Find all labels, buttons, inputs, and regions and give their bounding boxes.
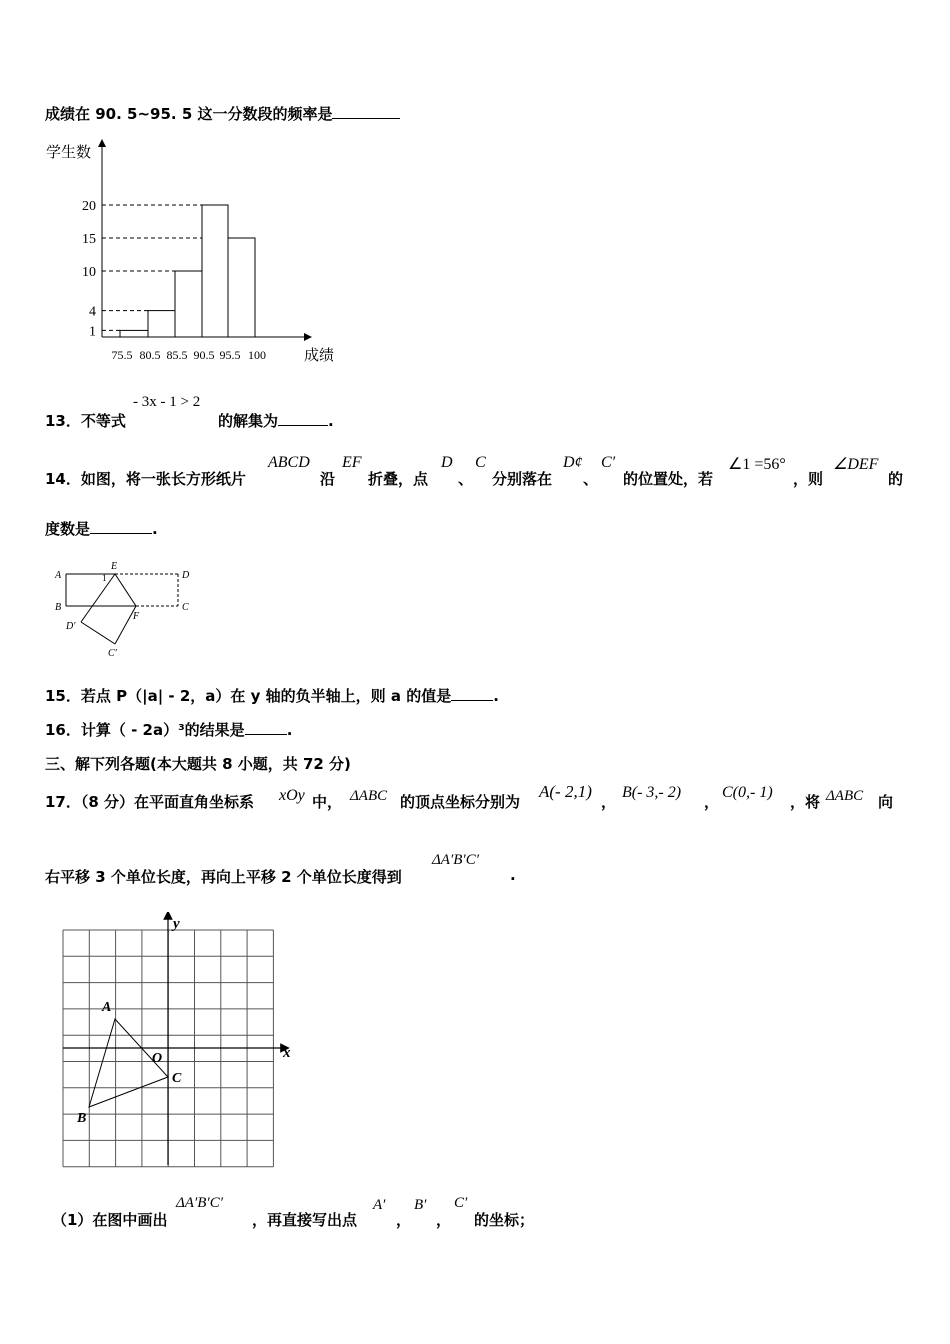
coordinate-grid[interactable] (55, 912, 300, 1172)
q17-line2: 右平移 3 个单位长度，再向上平移 2 个单位长度得到 (45, 868, 402, 886)
histogram-chart (40, 135, 350, 370)
x-tick-label: 75.5 (111, 348, 133, 362)
q17-comma1: ， (601, 793, 617, 811)
q15 (45, 685, 499, 706)
q17-1-Cp: C′ (454, 1195, 468, 1211)
answer-blank[interactable] (451, 686, 493, 701)
label-1: 1 (102, 573, 107, 583)
q17-coords-intro: 的顶点坐标分别为 (400, 793, 521, 811)
q14-fall: 分别落在 (492, 470, 553, 488)
q17-1-tri: ΔA′B′C′ (176, 1195, 223, 1211)
x-tick-label: 100 (248, 348, 266, 362)
q17-1-mid: ，再直接写出点 (252, 1211, 358, 1229)
point-C-label: C (172, 1071, 182, 1086)
q13-inequality: - 3x - 1 > 2 (133, 394, 201, 410)
q13-suffix-text: 的解集为 (218, 412, 279, 430)
q14-prefix: 14．如图，将一张长方形纸片 (45, 470, 246, 488)
label-F: F (133, 611, 140, 622)
section-3-heading: 三、解下列各题(本大题共 8 小题，共 72 分) (45, 755, 351, 773)
q14-fold: 折叠，点 (368, 470, 429, 488)
q17-mid: 中， (312, 793, 343, 811)
answer-blank[interactable] (332, 104, 400, 119)
q17-1-Bp: B′ (414, 1197, 427, 1213)
q14-then: ，则 (793, 470, 824, 488)
q17-prefix: 17．（8 分）在平面直角坐标系 (45, 793, 255, 811)
q14-along: 沿 (320, 470, 336, 488)
q14-pos: 的位置处，若 (623, 470, 714, 488)
q15-end: . (493, 687, 499, 705)
q14-cprime: C′ (601, 454, 616, 471)
q16-text: 16．计算（ - 2a）³的结果是 (45, 721, 245, 739)
q17-dir: 向 (878, 793, 894, 811)
q14-line2-text: 度数是 (45, 520, 91, 538)
q15-text: 15．若点 P（|a| - 2，a）在 y 轴的负半轴上，则 a 的值是 (45, 687, 452, 705)
histogram-bar (202, 205, 228, 337)
x-label: x (283, 1045, 291, 1061)
y-axis-label: 学生数 (46, 145, 92, 161)
histogram-bar (120, 330, 148, 337)
label-Cprime: C′ (108, 648, 117, 659)
point-B-label: B (77, 1111, 87, 1126)
x-axis-label: 成绩 (304, 348, 335, 364)
y-label: y (173, 916, 180, 932)
answer-blank[interactable] (278, 411, 328, 426)
y-tick-label: 20 (82, 199, 96, 214)
q14-ef: EF (342, 454, 362, 471)
q17-tri2: ΔABC (826, 788, 864, 804)
q17-xoy: xOy (279, 787, 305, 804)
x-tick-label: 90.5 (193, 348, 215, 362)
label-C: C (182, 602, 189, 613)
origin-label: O (152, 1051, 163, 1066)
q14-of: 的 (888, 470, 904, 488)
x-tick-label: 85.5 (166, 348, 188, 362)
q13-suffix (218, 410, 334, 431)
histogram-bar (148, 311, 175, 337)
answer-blank[interactable] (90, 519, 152, 534)
x-tick-label: 95.5 (219, 348, 241, 362)
q14-angle: ∠1 =56° (728, 456, 786, 473)
q14-dprime: D¢ (563, 454, 583, 471)
q14-sep1: 、 (458, 470, 474, 488)
x-tick-label: 80.5 (139, 348, 161, 362)
q14-sep2: 、 (583, 470, 599, 488)
q12-text (45, 103, 400, 124)
label-Dprime: D′ (66, 621, 76, 632)
q17-1-c1: ， (396, 1211, 412, 1229)
q13-prefix: 13．不等式 (45, 412, 126, 430)
q14-figure (50, 560, 200, 660)
label-D: D (182, 570, 190, 581)
q17-1-prefix: （1）在图中画出 (52, 1211, 168, 1229)
q14-end: . (152, 520, 158, 538)
q17-A-coord: A(- 2,1) (539, 782, 592, 801)
histogram-bar (228, 238, 255, 337)
q17-B-coord: B(- 3,- 2) (622, 784, 682, 801)
q16 (45, 719, 292, 740)
y-tick-label: 15 (82, 232, 96, 247)
label-B: B (55, 602, 62, 613)
label-E: E (111, 561, 118, 572)
q17-1-c2: ， (436, 1211, 452, 1229)
q17-tri: ΔABC (350, 788, 388, 804)
q17-end: . (510, 866, 516, 884)
q17-1-end: 的坐标； (474, 1211, 535, 1229)
q17-1-Ap: A′ (373, 1197, 386, 1213)
q17-comma2: ， (704, 793, 720, 811)
point-A-label: A (102, 1000, 112, 1015)
q13-end: . (328, 412, 334, 430)
q14-def: ∠DEF (833, 456, 879, 473)
y-tick-label: 10 (82, 265, 96, 280)
histogram-bar (175, 271, 202, 337)
y-tick-label: 4 (89, 304, 96, 320)
q12-text-content: 成绩在 90. 5~95. 5 这一分数段的频率是 (45, 105, 333, 123)
label-A: A (55, 570, 62, 581)
q14-line2 (45, 518, 158, 539)
q14-c: C (475, 454, 486, 471)
q17-C-coord: C(0,- 1) (722, 784, 773, 801)
q17-move: ，将 (790, 793, 821, 811)
y-tick-label: 1 (89, 324, 96, 340)
q14-d: D (441, 454, 453, 471)
q16-end: . (286, 721, 293, 739)
q17-tri3: ΔA′B′C′ (432, 852, 479, 868)
q14-abcd: ABCD (268, 454, 310, 471)
answer-blank[interactable] (245, 720, 287, 735)
